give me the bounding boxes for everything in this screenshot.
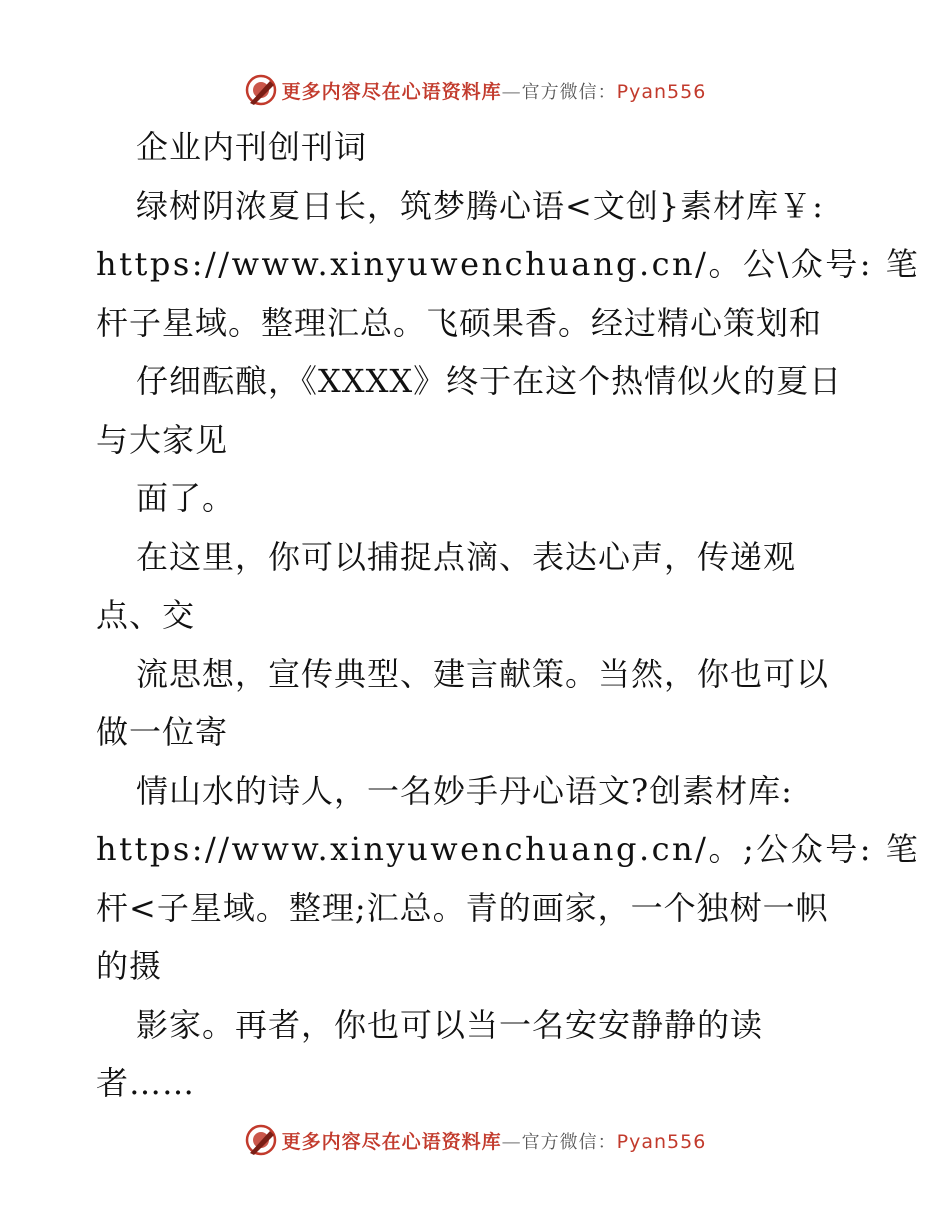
doc-line: https://www.xinyuwenchuang.cn/。公\众号: 笔 [96, 245, 921, 283]
footer-banner [0, 1120, 950, 1160]
doc-line: 在这里，你可以捕捉点滴、表达心声，传递观 [136, 537, 797, 576]
banner-wechat-label: 官方微信： [521, 1131, 617, 1153]
doc-line: 杆子星域。整理汇总。飞硕果香。经过精心策划和 [96, 303, 823, 342]
doc-line: 绿树阴浓夏日长，筑梦腾心语<文创}素材库￥: [136, 186, 824, 225]
doc-line: 情山水的诗人，一名妙手丹心语文?创素材库: [136, 771, 793, 810]
doc-line: 做一位寄 [96, 713, 229, 751]
doc-line: 者…… [96, 1064, 196, 1102]
banner-dash: — [501, 1130, 522, 1153]
banner-dash: — [501, 80, 522, 103]
pen-logo-icon [244, 73, 278, 107]
banner-site-text: 更多内容尽在心语资料库 [281, 1130, 502, 1153]
doc-line: 与大家见 [96, 420, 229, 459]
banner-wechat-label: 官方微信： [521, 81, 617, 103]
doc-title: 企业内刊创刊词 [136, 128, 368, 166]
doc-line: 面了。 [136, 479, 236, 517]
doc-line: https://www.xinyuwenchuang.cn/。;公众号: 笔 [96, 830, 921, 868]
doc-line: 的摄 [96, 947, 163, 985]
doc-line: 杆<子星域。整理;汇总。青的画家，一个独树一帜 [96, 888, 829, 927]
doc-line: 点、交 [96, 596, 196, 634]
document-body [96, 118, 921, 1113]
banner-wechat-id: Pyan556 [616, 1130, 707, 1153]
banner-site-text: 更多内容尽在心语资料库 [281, 80, 502, 103]
doc-line: 流思想，宣传典型、建言献策。当然，你也可以 [136, 654, 830, 693]
doc-line: 影家。再者，你也可以当一名安安静静的读 [136, 1005, 764, 1044]
doc-line: 仔细酝酿，《XXXX》终于在这个热情似火的夏日 [136, 362, 843, 400]
banner-wechat-id: Pyan556 [616, 80, 707, 103]
header-banner [0, 70, 950, 110]
pen-logo-icon [244, 1123, 278, 1157]
